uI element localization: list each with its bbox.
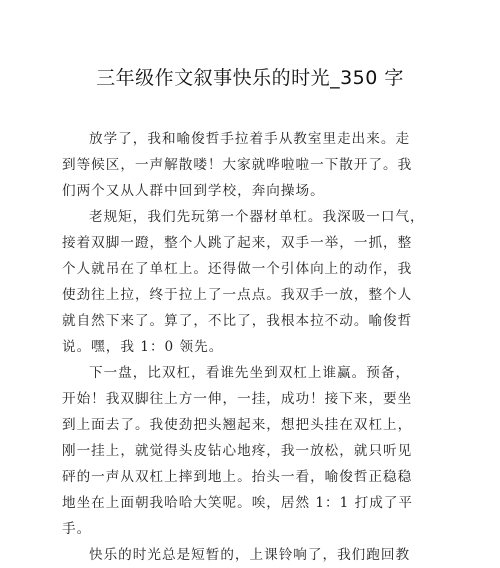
text-line: 使劲往上拉，终于拉上了一点点。我双手一放，整个人 [62, 287, 413, 303]
text-line: 个人就吊在了单杠上。还得做一个引体向上的动作，我 [62, 261, 413, 277]
text-line: 到上面去了。我使劲把头翘起来，想把头挂在双杠上， [62, 417, 413, 433]
text-line: 接着双脚一蹬，整个人跳了起来，双手一举，一抓，整 [62, 235, 413, 251]
text-line: 们两个又从人群中回到学校，奔向操场。 [62, 183, 325, 199]
paragraph [62, 126, 462, 204]
text-line: 手。 [62, 521, 92, 537]
text-line: 砰的一声从双杠上摔到地上。抬头一看，喻俊哲正稳稳 [62, 469, 413, 485]
text-line: 放学了，我和喻俊哲手拉着手从教室里走出来。走 [89, 131, 411, 147]
text-line: 开始！我双脚往上方一伸，一挂，成功！接下来，要坐 [62, 391, 413, 407]
text-line: 下一盘，比双杠，看谁先坐到双杠上谁赢。预备， [89, 365, 411, 381]
text-line: 快乐的时光总是短暂的，上课铃响了，我们跑回教 [89, 547, 411, 563]
text-line: 老规矩，我们先玩第一个器材单杠。我深吸一口气， [89, 209, 425, 225]
paragraph [62, 542, 462, 568]
document-body [62, 126, 462, 568]
paragraph [62, 360, 462, 542]
document-title: 三年级作文叙事快乐的时光_350 字 [96, 67, 404, 89]
text-line: 说。嘿，我 1：0 领先。 [62, 339, 224, 355]
text-line: 地坐在上面朝我哈哈大笑呢。唉，居然 1：1 打成了平 [62, 495, 414, 511]
text-line: 就自然下来了。算了，不比了，我根本拉不动。喻俊哲 [62, 313, 413, 329]
text-line: 刚一挂上，就觉得头皮钻心地疼，我一放松，就只听见 [62, 443, 413, 459]
paragraph [62, 204, 462, 360]
text-line: 到等候区，一声解散喽！大家就哗啦啦一下散开了。我 [62, 157, 413, 173]
